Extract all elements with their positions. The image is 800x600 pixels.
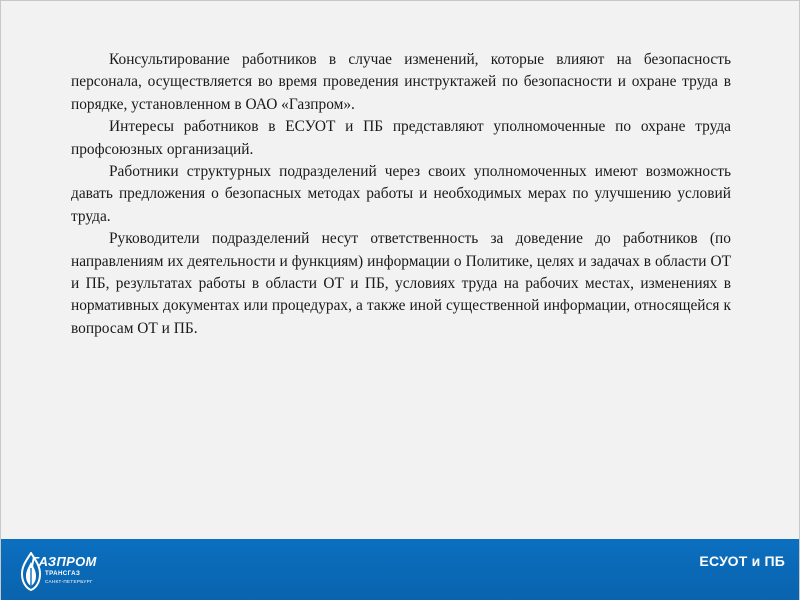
paragraph-consultation: Консультирование работников в случае изменений, которые влияют на безопасность персонала, осуществляется во время проведения инструктажей по безопасности и охране труда в порядке, установленном в ОАО «Газпром». [71, 51, 731, 113]
paragraph-proposals: Работники структурных подразделений через своих уполномоченных имеют возможность давать предложения о безопасных методах работы и необходимых мерах по улучшению условий труда. [71, 163, 731, 225]
footer-title: ЕСУОТ и ПБ [699, 553, 785, 569]
logo-city: САНКТ-ПЕТЕРБУРГ [45, 579, 93, 584]
slide-body-text [71, 49, 731, 340]
paragraph-responsibility: Руководители подразделений несут ответственность за доведение до работников (по направлениям их деятельности и функциям) информации о Политике, целях и задачах в области ОТ и ПБ, результатах работы в области ОТ и ПБ, условиях труда на рабочих местах, изменениях в нормативных документах или процедурах, а также иной существенной информации, относящейся к вопросам ОТ и ПБ. [71, 230, 731, 337]
logo-name: ГАЗПРОМ [31, 554, 97, 569]
gazprom-logo [17, 552, 107, 592]
logo-subtitle: ТРАНСГАЗ [45, 570, 81, 577]
footer-bar [1, 539, 800, 600]
paragraph-interests: Интересы работников в ЕСУОТ и ПБ представляют уполномоченные по охране труда профсоюзных организаций. [71, 118, 731, 158]
